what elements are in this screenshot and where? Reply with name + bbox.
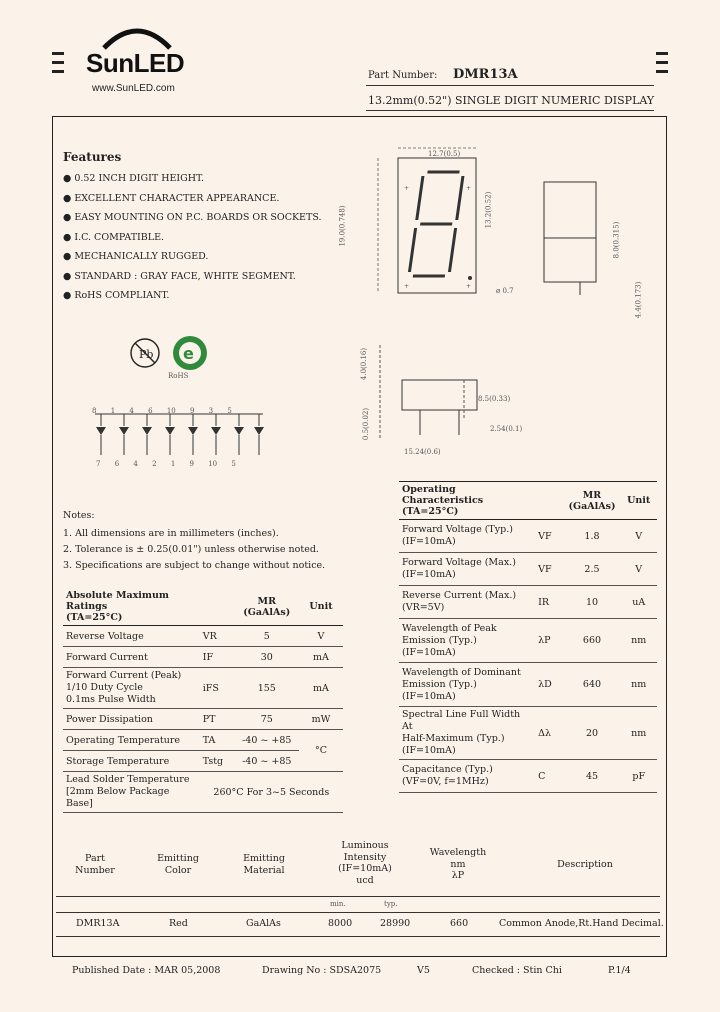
table-row: Forward Voltage (Max.) (IF=10mA) VF 2.5 V: [399, 553, 657, 586]
pb-label: Pb: [139, 348, 154, 361]
feature-item: ● STANDARD : GRAY FACE, WHITE SEGMENT.: [63, 270, 296, 282]
cell-typ: 28990: [380, 918, 411, 929]
table-row: Lead Solder Temperature [2mm Below Package Base] 260°C For 3~5 Seconds: [63, 772, 343, 813]
height-dimension: 19.0(0.748): [338, 205, 347, 247]
svg-text:e: e: [183, 344, 194, 363]
notes-list: [63, 526, 363, 574]
feature-item: ● RoHS COMPLIANT.: [63, 290, 170, 301]
pin-dimension-4: 4.0(0.16): [360, 347, 369, 381]
table-row: Storage Temperature Tstg -40 ~ +85: [63, 751, 343, 772]
header-emitting-material: Emitting Material: [243, 853, 285, 876]
circuit-top-pins: 8 1 4 6 10 9 3 5: [92, 407, 232, 415]
digit-dimension: 13.2(0.52): [484, 191, 493, 229]
pb-free-icon: [128, 336, 162, 370]
side-dimension-2: 4.4(0.173): [634, 281, 643, 319]
feature-item: ● 0.52 INCH DIGIT HEIGHT.: [63, 173, 204, 184]
circuit-bottom-pins: 7 6 4 2 1 9 10 5: [96, 460, 236, 468]
pin-dimension-1: 8.5(0.33): [478, 395, 511, 403]
table-row: Wavelength of Dominant Emission (Typ.) (IF=10mA) λD 640 nm: [399, 663, 657, 707]
note-item: 1. All dimensions are in millimeters (inches).: [63, 528, 279, 539]
checked-by: Checked : Stin Chi: [472, 965, 562, 976]
features-list: [63, 169, 363, 306]
header-description: Description: [557, 859, 613, 870]
note-item: 3. Specifications are subject to change without notice.: [63, 560, 326, 571]
svg-text:+: +: [466, 185, 472, 192]
table-row: Operating Temperature TA -40 ~ +85 °C: [63, 730, 343, 751]
sunled-logo-arc-icon: [102, 20, 172, 50]
published-date: Published Date : MAR 05,2008: [72, 965, 221, 976]
svg-text:+: +: [404, 185, 410, 192]
table-row: Reverse Current (Max.) (VR=5V) IR 10 uA: [399, 586, 657, 619]
cell-min: 8000: [328, 918, 353, 929]
cell-color: Red: [169, 918, 188, 929]
subheader-typ: typ.: [384, 900, 398, 908]
rohs-logo-icon: [170, 333, 210, 373]
side-view-drawing: [540, 180, 610, 300]
table-row: Power Dissipation PT 75 mW: [63, 709, 343, 730]
rohs-caption: RoHS: [168, 372, 189, 380]
table-row: Wavelength of Peak Emission (Typ.) (IF=10mA) λP 660 nm: [399, 619, 657, 663]
feature-item: ● EASY MOUNTING ON P.C. BOARDS OR SOCKETS.: [63, 212, 322, 223]
feature-item: ● I.C. COMPATIBLE.: [63, 231, 165, 243]
table-row: Spectral Line Full Width At Half-Maximum (Typ.) (IF=10mA) Δλ 20 nm: [399, 707, 657, 760]
header-part-number: Part Number: [75, 853, 115, 876]
feature-item: ● EXCELLENT CHARACTER APPEARANCE.: [63, 192, 280, 204]
table-row: Capacitance (Typ.) (VF=0V, f=1MHz) C 45 pF: [399, 760, 657, 793]
product-title: 13.2mm(0.52") SINGLE DIGIT NUMERIC DISPLAY: [368, 94, 655, 107]
subheader-min: min.: [330, 900, 346, 908]
cell-material: GaAlAs: [246, 918, 281, 929]
cell-description: Common Anode,Rt.Hand Decimal.: [499, 918, 664, 929]
part-number: DMR13A: [453, 67, 518, 82]
note-item: 2. Tolerance is ± 0.25(0.01") unless otherwise noted.: [63, 544, 319, 555]
header-luminous-intensity: Luminous Intensity (IF=10mA) ucd: [338, 840, 392, 886]
width-dimension: 12.7(0.5): [428, 150, 461, 158]
front-view-drawing: [362, 140, 522, 305]
header-wavelength: Wavelength nm λP: [429, 847, 487, 881]
header-emitting-color: Emitting Color: [157, 853, 199, 876]
drawing-number: Drawing No : SDSA2075: [262, 965, 382, 976]
table-row: Reverse Voltage VR 5 V: [63, 626, 343, 647]
notes-title: Notes:: [63, 510, 95, 521]
pin-dimension-2: 2.54(0.1): [490, 425, 523, 433]
table-row: Forward Voltage (Typ.) (IF=10mA) VF 1.8 V: [399, 520, 657, 553]
cell-wavelength: 660: [450, 918, 469, 929]
version: V5: [417, 965, 430, 976]
feature-item: ● MECHANICALLY RUGGED.: [63, 251, 209, 262]
svg-text:+: +: [404, 283, 410, 290]
operating-characteristics-table: Operating Characteristics (TA=25°C) MR (GaAlAs) Unit Forward Voltage (Typ.) (IF=10mA) VF 1.8 V Forward Voltage (Max.) (IF=10mA) VF 2.5 V Reverse Current (Max.) (VR=5V) IR 10 uA Wavelength of Peak Emission (Typ.) (IF=10mA) λP 660 nm Wavelength of Dominant Emission (Typ.) (IF=10mA) λD 640 nm Spectral Line Full Width At Half-Maximum (Typ.) (IF=10mA) Δλ 20 nm Capacitance (Typ.) (VF=0V, f=1MHz) C 45 pF: [399, 481, 657, 793]
pin-dimension-3: 15.24(0.6): [404, 448, 441, 456]
dp-dimension: ø 0.7: [496, 287, 514, 295]
part-number-label: Part Number:: [368, 70, 438, 81]
website-link[interactable]: www.SunLED.com: [92, 83, 175, 94]
features-title: Features: [63, 150, 122, 164]
brand-logo: SunLED: [86, 48, 185, 78]
table-row: Forward Current (Peak) 1/10 Duty Cycle 0.1ms Pulse Width iFS 155 mA: [63, 668, 343, 709]
table-row: Forward Current IF 30 mA: [63, 647, 343, 668]
cell-part: DMR13A: [76, 918, 120, 929]
pin-dimension-5: 0.5(0.02): [362, 407, 371, 441]
absolute-maximum-ratings-table: Absolute Maximum Ratings (TA=25°C) MR (GaAlAs) Unit Reverse Voltage VR 5 V Forward Current IF 30 mA Forward Current (Peak) 1/10 Duty Cycle 0.1ms Pulse Width iFS 155 mA Power Dissipation PT 75 mW Operating Temperature TA -40 ~ +85 °C Storage Temperature Tstg -40 ~ +85 Lead Solder Temperature [2mm Below Package Base] 260°C For 3~5 Seconds: [63, 588, 343, 813]
page-number: P.1/4: [608, 965, 631, 976]
svg-text:+: +: [466, 283, 472, 290]
side-dimension: 8.0(0.315): [612, 221, 621, 259]
